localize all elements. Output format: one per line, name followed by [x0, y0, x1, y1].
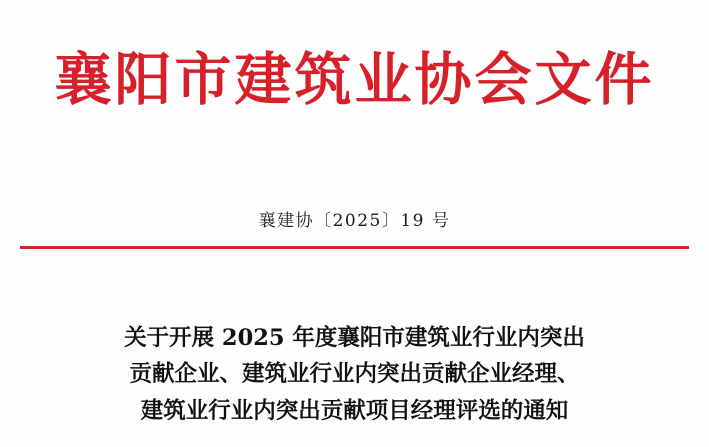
document-title-line-3: 建筑业行业内突出贡献项目经理评选的通知 [140, 397, 569, 424]
document-title [60, 320, 649, 429]
document-title-line-1: 关于开展 2025 年度襄阳市建筑业行业内突出 [124, 325, 585, 351]
document-title-line-2: 贡献企业、建筑业行业内突出贡献企业经理、 [129, 361, 580, 388]
document-number: 襄建协〔2025〕19 号 [258, 211, 451, 231]
document-masthead-title: 襄阳市建筑业协会文件 [54, 46, 655, 113]
red-divider-rule [20, 246, 689, 249]
